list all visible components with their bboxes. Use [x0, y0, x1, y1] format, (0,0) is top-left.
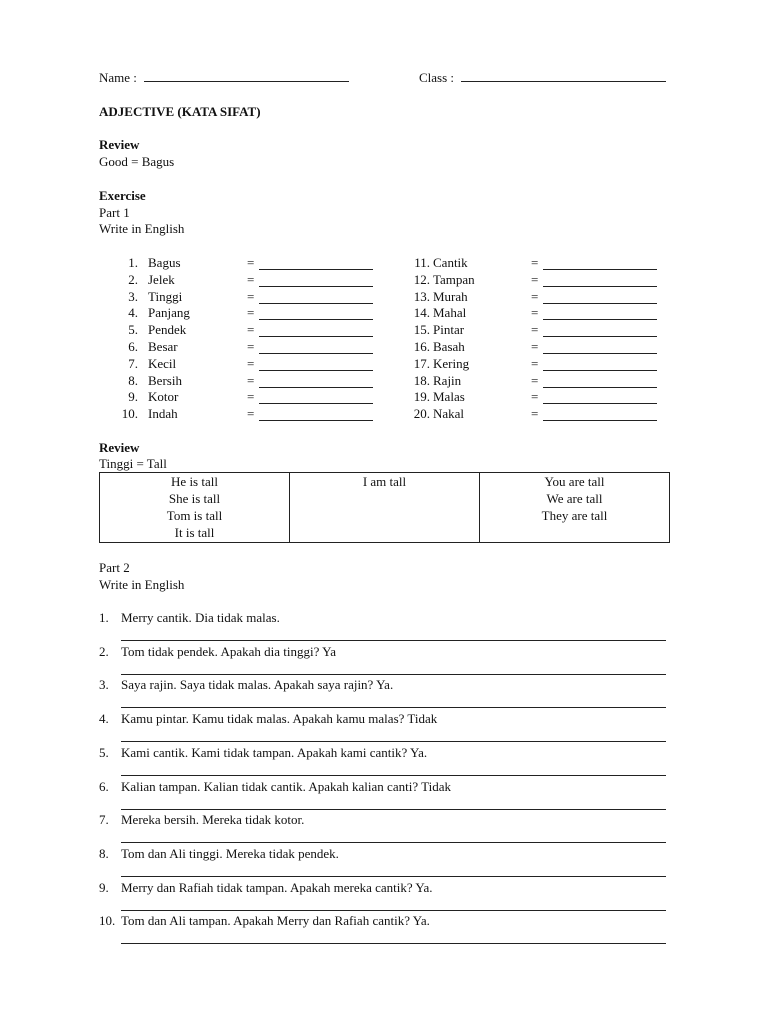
item-number: 6.: [128, 339, 138, 354]
table-cell-line: Tom is tall: [166, 508, 223, 523]
item-word: Pintar: [433, 322, 465, 338]
item-number: 15.: [413, 322, 430, 338]
exercise-sentence: Kami cantik. Kami tidak tampan. Apakah kami cantik? Ya.: [121, 744, 428, 760]
review-heading-1: Review: [99, 137, 140, 152]
item-word: Basah: [433, 339, 465, 354]
class-field[interactable]: [461, 69, 666, 82]
table-row: [100, 473, 670, 543]
item-number: 4.: [99, 711, 109, 727]
item-number: 11.: [414, 255, 430, 270]
answer-blank[interactable]: [259, 286, 373, 287]
table-cell-line: They are tall: [541, 508, 608, 523]
item-word: Kering: [433, 355, 470, 371]
equals-sign: =: [531, 288, 539, 304]
equals-sign: =: [531, 372, 539, 388]
item-word: Kotor: [148, 389, 179, 405]
item-number: 7.: [128, 355, 138, 371]
answer-blank[interactable]: [259, 370, 373, 371]
exercise-heading: Exercise: [99, 188, 146, 203]
item-word: Tinggi: [148, 288, 183, 304]
item-number: 8.: [99, 845, 109, 861]
item-number: 12.: [413, 271, 430, 287]
equals-sign: =: [531, 389, 539, 405]
item-number: 9.: [128, 389, 138, 405]
part2-instruction: Write in English: [99, 577, 185, 592]
exercise-sentence: Tom tidak pendek. Apakah dia tinggi? Ya: [121, 643, 337, 659]
table-cell-line: We are tall: [546, 491, 603, 506]
item-word: Besar: [148, 339, 178, 354]
item-number: 2.: [99, 643, 109, 659]
answer-blank[interactable]: [543, 387, 657, 388]
item-number: 2.: [128, 271, 138, 287]
answer-blank[interactable]: [259, 403, 373, 404]
item-number: 3.: [99, 677, 109, 693]
item-number: 16.: [413, 339, 430, 354]
answer-line[interactable]: [121, 842, 666, 843]
equals-sign: =: [531, 322, 539, 338]
equals-sign: =: [247, 322, 255, 338]
name-field[interactable]: [144, 69, 349, 82]
item-word: Bagus: [148, 255, 181, 270]
item-number: 5.: [99, 744, 109, 760]
equals-sign: =: [247, 255, 255, 270]
answer-blank[interactable]: [543, 370, 657, 371]
exercise-sentence: Tom dan Ali tinggi. Mereka tidak pendek.: [121, 845, 339, 861]
review-table: [99, 472, 670, 543]
item-word: Indah: [148, 406, 178, 422]
item-number: 9.: [99, 879, 109, 895]
item-number: 5.: [128, 322, 138, 338]
equals-sign: =: [531, 255, 539, 270]
item-number: 19.: [413, 389, 430, 405]
item-number: 1.: [99, 610, 109, 625]
answer-blank[interactable]: [259, 269, 373, 270]
answer-blank[interactable]: [259, 336, 373, 337]
answer-blank[interactable]: [543, 420, 657, 421]
part1-instruction: Write in English: [99, 221, 185, 236]
answer-blank[interactable]: [259, 303, 373, 304]
answer-blank[interactable]: [259, 420, 373, 421]
answer-blank[interactable]: [543, 353, 657, 354]
item-word: Rajin: [433, 372, 462, 388]
answer-line[interactable]: [121, 775, 666, 776]
item-word: Panjang: [148, 305, 190, 321]
equals-sign: =: [247, 305, 255, 321]
exercise-sentence: Tom dan Ali tampan. Apakah Merry dan Rafiah cantik? Ya.: [121, 913, 430, 929]
answer-blank[interactable]: [259, 319, 373, 320]
name-row: [99, 69, 349, 86]
class-label: Class :: [419, 70, 455, 85]
item-word: Tampan: [433, 271, 475, 287]
item-number: 17.: [413, 355, 430, 371]
review-text-1: Good = Bagus: [99, 154, 175, 169]
equals-sign: =: [247, 339, 255, 354]
equals-sign: =: [247, 389, 255, 405]
answer-blank[interactable]: [543, 303, 657, 304]
item-number: 10.: [121, 406, 138, 422]
answer-blank[interactable]: [259, 387, 373, 388]
answer-blank[interactable]: [543, 269, 657, 270]
answer-line[interactable]: [121, 943, 666, 944]
equals-sign: =: [247, 406, 255, 422]
table-cell-line: It is tall: [174, 525, 215, 540]
answer-blank[interactable]: [543, 403, 657, 404]
exercise-sentence: Mereka bersih. Mereka tidak kotor.: [121, 812, 305, 828]
equals-sign: =: [531, 271, 539, 287]
item-word: Jelek: [148, 271, 175, 287]
item-word: Bersih: [148, 372, 182, 388]
answer-blank[interactable]: [543, 336, 657, 337]
item-number: 6.: [99, 778, 109, 794]
review-heading-2: Review: [99, 440, 140, 455]
answer-line[interactable]: [121, 741, 666, 742]
equals-sign: =: [247, 355, 255, 371]
item-number: 20.: [413, 406, 430, 422]
answer-line[interactable]: [121, 707, 666, 708]
equals-sign: =: [247, 271, 255, 287]
equals-sign: =: [247, 288, 255, 304]
answer-blank[interactable]: [259, 353, 373, 354]
page-title: ADJECTIVE (KATA SIFAT): [99, 104, 261, 119]
part2-heading: Part 2: [99, 560, 130, 575]
item-number: 3.: [128, 288, 138, 304]
table-cell-line: I am tall: [362, 474, 407, 489]
equals-sign: =: [531, 305, 539, 321]
answer-line[interactable]: [121, 876, 666, 877]
equals-sign: =: [531, 406, 539, 422]
item-word: Pendek: [148, 322, 187, 338]
table-cell-line: You are tall: [544, 474, 605, 489]
exercise-sentence: Merry cantik. Dia tidak malas.: [121, 610, 280, 625]
table-cell-he-she-it: [100, 473, 290, 543]
equals-sign: =: [531, 339, 539, 354]
table-cell-you-we-they: [480, 473, 670, 543]
answer-line[interactable]: [121, 674, 666, 675]
equals-sign: =: [531, 355, 539, 371]
review-text-2: Tinggi = Tall: [99, 456, 167, 471]
name-label: Name :: [99, 70, 137, 85]
item-number: 7.: [99, 812, 109, 828]
table-cell-i: [290, 473, 480, 543]
answer-line[interactable]: [121, 910, 666, 911]
equals-sign: =: [247, 372, 255, 388]
item-number: 8.: [128, 372, 138, 388]
exercise-sentence: Kamu pintar. Kamu tidak malas. Apakah kamu malas? Tidak: [121, 711, 438, 727]
item-number: 10.: [99, 913, 116, 929]
item-word: Cantik: [433, 255, 468, 270]
answer-blank[interactable]: [543, 319, 657, 320]
item-word: Malas: [433, 389, 465, 405]
exercise-sentence: Saya rajin. Saya tidak malas. Apakah saya rajin? Ya.: [121, 677, 394, 693]
item-number: 18.: [413, 372, 430, 388]
exercise-sentence: Merry dan Rafiah tidak tampan. Apakah mereka cantik? Ya.: [121, 879, 433, 895]
item-word: Mahal: [433, 305, 467, 321]
table-cell-line: He is tall: [171, 474, 218, 489]
item-number: 1.: [128, 255, 138, 270]
answer-line[interactable]: [121, 640, 666, 641]
item-number: 4.: [128, 305, 138, 321]
answer-blank[interactable]: [543, 286, 657, 287]
item-word: Murah: [433, 288, 468, 304]
item-word: Nakal: [433, 406, 465, 422]
answer-line[interactable]: [121, 809, 666, 810]
item-number: 14.: [413, 305, 430, 321]
table-cell-line: She is tall: [168, 491, 221, 506]
item-word: Kecil: [148, 355, 177, 371]
exercise-sentence: Kalian tampan. Kalian tidak cantik. Apakah kalian canti? Tidak: [121, 778, 451, 794]
part1-heading: Part 1: [99, 205, 130, 220]
item-number: 13.: [413, 288, 430, 304]
class-row: [419, 69, 666, 86]
